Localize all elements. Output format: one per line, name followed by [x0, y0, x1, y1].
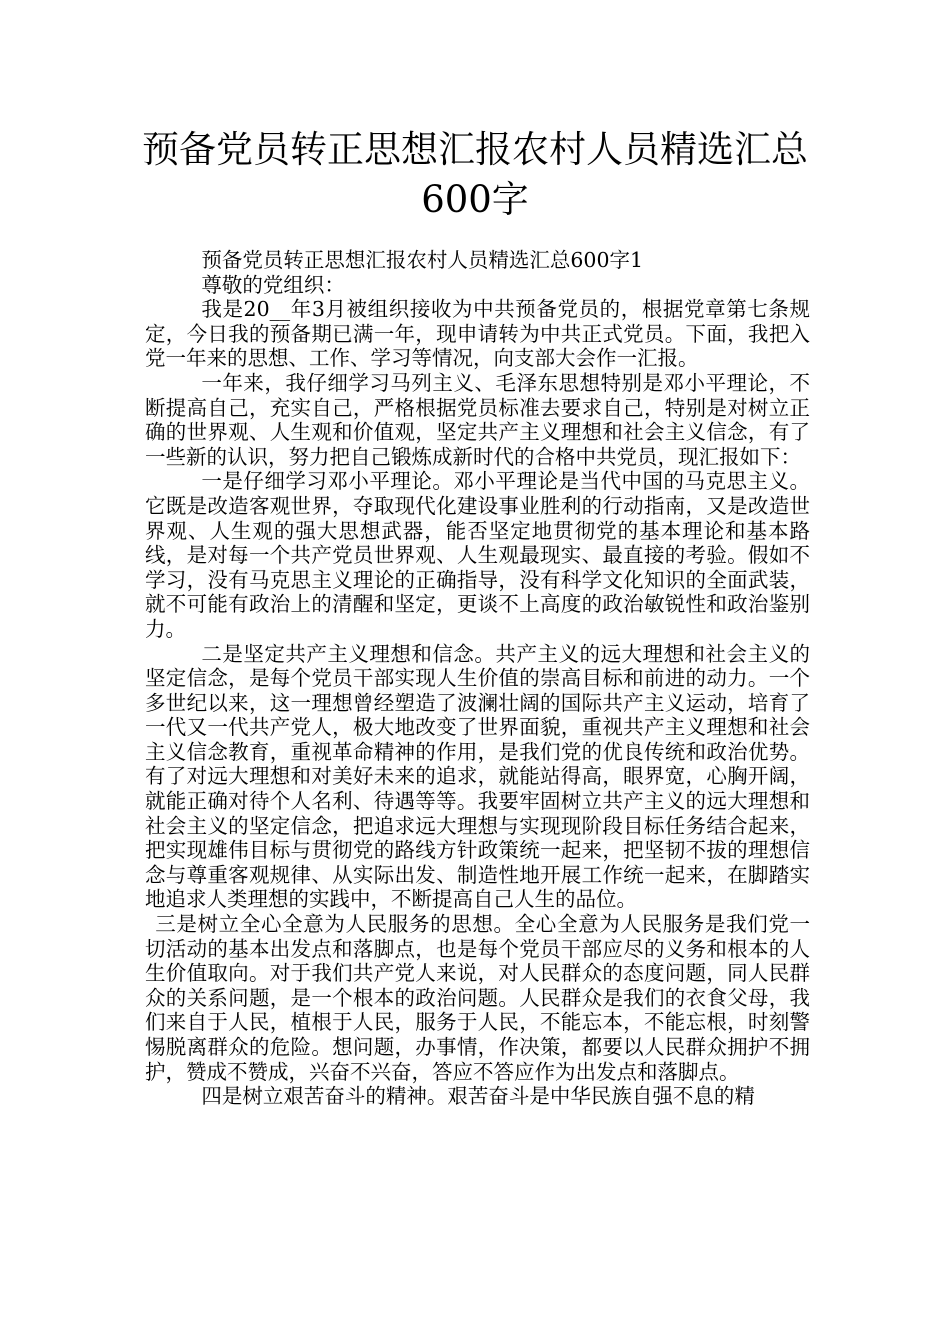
- body-paragraph: 一年来，我仔细学习马列主义、毛泽东思想特别是邓小平理论，不断提高自己，充实自己，严格根据党员标准去要求自己，特别是对树立正确的世界观、人生观和价值观，坚定共产主义理想和社会主义信念，有了一些新的认识，努力把自己锻炼成新时代的合格中共党员，现汇报如下：: [145, 370, 810, 469]
- body-paragraph: 一是仔细学习邓小平理论。邓小平理论是当代中国的马克思主义。它既是改造客观世界，夺取现代化建设事业胜利的行动指南，又是改造世界观、人生观的强大思想武器，能否坚定地贯彻党的基本理论和基本路线，是对每一个共产党员世界观、人生观最现实、最直接的考验。假如不学习，没有马克思主义理论的正确指导，没有科学文化知识的全面武装，就不可能有政治上的清醒和坚定，更谈不上高度的政治敏锐性和政治鉴别力。: [145, 469, 810, 641]
- document-title: [130, 125, 820, 225]
- body-paragraph: 四是树立艰苦奋斗的精神。艰苦奋斗是中华民族自强不息的精: [201, 1084, 755, 1109]
- body-paragraph: 三是树立全心全意为人民服务的思想。全心全意为人民服务是我们党一切活动的基本出发点和落脚点，也是每个党员干部应尽的义务和根本的人生价值取向。对于我们共产党人来说，对人民群众的态度问题，同人民群众的关系问题，是一个根本的政治问题。人民群众是我们的衣食父母，我们来自于人民，植根于人民，服务于人民，不能忘本，不能忘根，时刻警惕脱离群众的危险。想问题，办事情，作决策，都要以人民群众拥护不拥护，赞成不赞成，兴奋不兴奋，答应不答应作为出发点和落脚点。: [145, 912, 810, 1084]
- salutation: 尊敬的党组织：: [201, 272, 345, 297]
- body-paragraph: 二是坚定共产主义理想和信念。共产主义的远大理想和社会主义的坚定信念，是每个党员干部实现人生价值的崇高目标和前进的动力。一个多世纪以来，这一理想曾经塑造了波澜壮阔的国际共产主义运动，培育了一代又一代共产党人，极大地改变了世界面貌，重视共产主义理想和社会主义信念教育，重视革命精神的作用，是我们党的优良传统和政治优势。有了对远大理想和对美好未来的追求，就能站得高，眼界宽，心胸开阔，就能正确对待个人名利、待遇等等。我要牢固树立共产主义的远大理想和社会主义的坚定信念，把追求远大理想与实现现阶段目标任务结合起来，把实现雄伟目标与贯彻党的路线方针政策统一起来，把坚韧不拔的理想信念与尊重客观规律、从实际出发、制造性地开展工作统一起来，在脚踏实地追求人类理想的实践中，不断提高自己人生的品位。: [145, 641, 810, 912]
- document-body: [145, 248, 810, 1109]
- title-line-1: 预备党员转正思想汇报农村人员精选汇总: [142, 128, 808, 171]
- subtitle-paragraph: 预备党员转正思想汇报农村人员精选汇总600字1: [201, 248, 644, 272]
- body-paragraph: 我是20__年3月被组织接收为中共预备党员的，根据党章第七条规定，今日我的预备期已满一年，现申请转为中共正式党员。下面，我把入党一年来的思想、工作、学习等情况，向支部大会作一汇报。: [145, 297, 810, 371]
- title-line-2: 600字: [421, 178, 529, 221]
